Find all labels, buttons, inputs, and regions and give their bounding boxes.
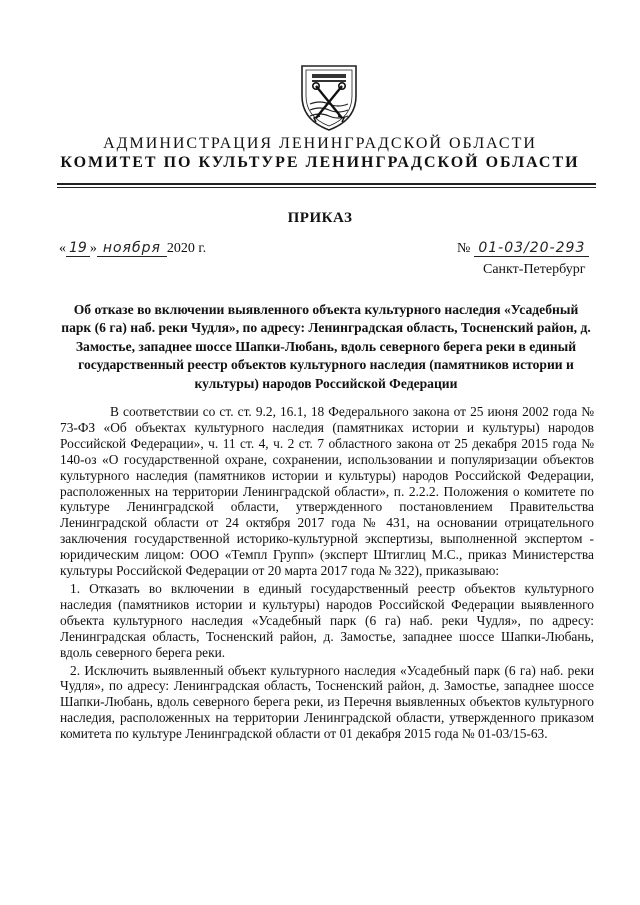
date-day: 19 — [66, 240, 90, 257]
preamble-paragraph: В соответствии со ст. ст. 9.2, 16.1, 18 Федерального закона от 25 июня 2002 года № 73-ФЗ «Об объектах культурного наследия (памятниках истории и культуры) народов Российской Федерации», ч. 11 ст. 4, ч. 2 ст. 7 областного закона от 25 декабря 2015 года № 140-оз «О государственной охране, сохранении, использовании и популяризации объектов культурного наследия (памятников истории и культуры) народов Российской Федерации, расположенных на территории Ленинградской области», п. 2.2.2. Положения о комитете по культуре Ленинградской области, утвержденного постановлением Правительства Ленинградской области от 24 октября 2017 года № 431, на основании отрицательного заключения государственной историко-культурной экспертизы, выполненной экспертом - юридическим лицом: ООО «Темпл Групп» (эксперт Штиглиц М.С., приказ Министерства культуры Российской Федерации от 20 марта 2017 года № 322), приказываю: — [60, 404, 594, 579]
header-divider-thin — [57, 187, 596, 188]
number-prefix: № — [457, 241, 471, 256]
document-body — [60, 404, 594, 742]
order-item-1: 1. Отказать во включении в единый государственный реестр объектов культурного наследия (памятников истории и культуры) народов Российской Федерации выявленного объекта культурного наследия «Усадебный парк (6 га) наб. реки Чудля», по адресу: Ленинградская область, Тосненский район, д. Замостье, западнее шоссе Шапки-Любань, вдоль северного берега реки. — [60, 580, 594, 660]
date-year: 2020 г. — [166, 241, 207, 256]
document-title: Об отказе во включении выявленного объекта культурного наследия «Усадебный парк (6 га) наб. реки Чудля», по адресу: Ленинградская область, Тосненский район, д. Замостье, западнее шоссе Шапки-Любань, вдоль северного берега реки в единый государственный реестр объектов культурного наследия (памятников истории и культуры) народов Российской Федерации — [61, 302, 591, 391]
document-number — [457, 240, 589, 257]
order-item-2: 2. Исключить выявленный объект культурного наследия «Усадебный парк (6 га) наб. реки Чудля», по адресу: Ленинградская область, Тосненский район, д. Замостье, западнее шоссе Шапки-Любань, вдоль северного берега реки, из Перечня выявленных объектов культурного наследия, расположенных на территории Ленинградской области, утвержденного приказом комитета по культуре Ленинградской области от 01 декабря 2015 года № 01-03/15-63. — [60, 662, 594, 742]
document-type: ПРИКАЗ — [287, 210, 353, 226]
date-close-quote: » — [89, 241, 97, 256]
date-open-quote: « — [59, 241, 66, 256]
document-city: Санкт-Петербург — [483, 262, 586, 277]
date-month: ноября — [97, 240, 167, 257]
header-divider-thick — [57, 183, 596, 185]
number-value: 01-03/20-293 — [474, 240, 589, 257]
committee-name: КОМИТЕТ ПО КУЛЬТУРЕ ЛЕНИНГРАДСКОЙ ОБЛАСТИ — [60, 154, 580, 171]
document-date — [59, 240, 206, 257]
coat-of-arms-icon — [298, 60, 360, 132]
organization-name: АДМИНИСТРАЦИЯ ЛЕНИНГРАДСКОЙ ОБЛАСТИ — [103, 135, 537, 152]
